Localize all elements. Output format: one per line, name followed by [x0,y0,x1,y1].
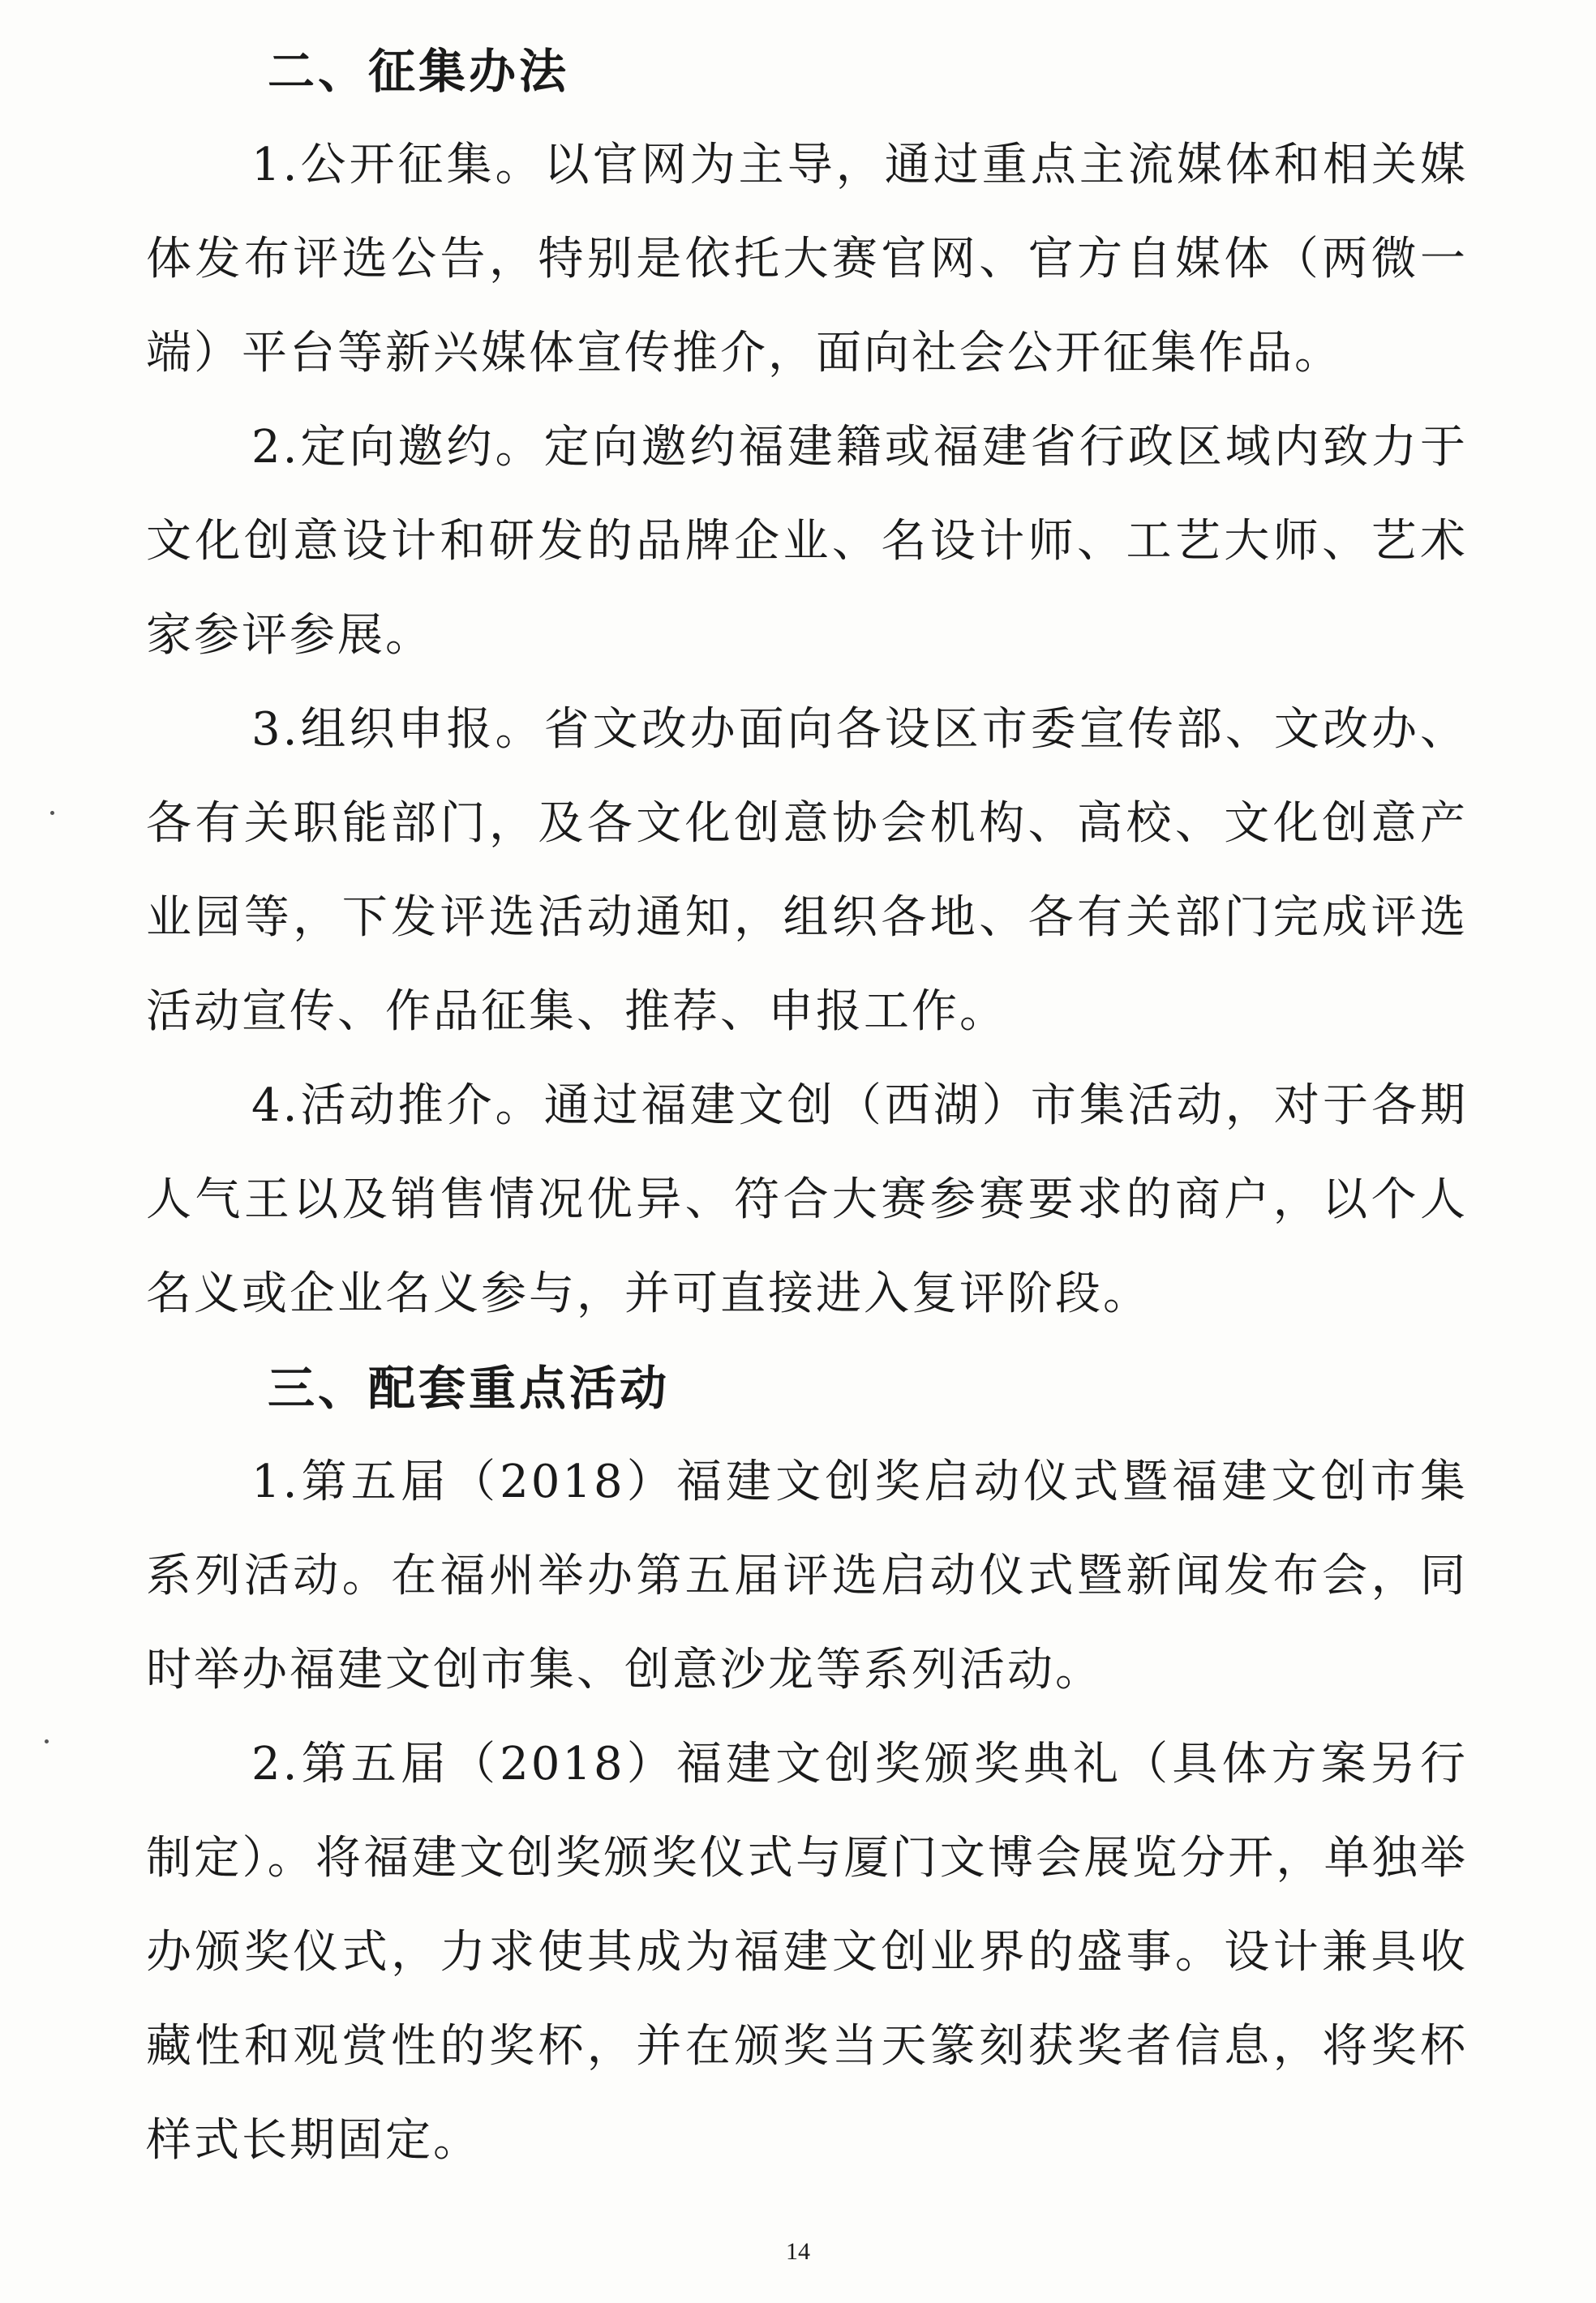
section-heading-supporting-activities: 三、配套重点活动 [268,1361,671,1416]
paragraph-activity-promotion: 4.活动推介。通过福建文创（西湖）市集活动，对于各期人气王以及销售情况优异、符合大赛参赛要求的商户，以个人名义或企业名义参与，并可直接进入复评阶段。 [146,1079,1468,1320]
paragraph-open-collection: 1.公开征集。以官网为主导，通过重点主流媒体和相关媒体发布评选公告，特别是依托大赛官网、官方自媒体（两微一端）平台等新兴媒体宣传推介，面向社会公开征集作品。 [146,139,1468,380]
page-number: 14 [786,2238,810,2265]
scan-speck [45,1739,49,1743]
section-heading-collection-methods: 二、征集办法 [268,44,570,99]
paragraph-organized-application: 3.组织申报。省文改办面向各设区市委宣传部、文改办、各有关职能部门，及各文化创意协会机构、高校、文化创意产业园等，下发评选活动通知，组织各地、各有关部门完成评选活动宣传、作品征集、推荐、申报工作。 [146,703,1468,1038]
scan-speck [50,811,54,815]
paragraph-award-ceremony: 2.第五届（2018）福建文创奖颁奖典礼（具体方案另行制定）。将福建文创奖颁奖仪式与厦门文博会展览分开，单独举办颁奖仪式，力求使其成为福建文创业界的盛事。设计兼具收藏性和观赏性的奖杯，并在颁奖当天篆刻获奖者信息，将奖杯样式长期固定。 [146,1738,1468,2167]
document-body [146,24,1468,2188]
paragraph-targeted-invitation: 2.定向邀约。定向邀约福建籍或福建省行政区域内致力于文化创意设计和研发的品牌企业、名设计师、工艺大师、艺术家参评参展。 [146,421,1468,662]
paragraph-launch-ceremony: 1.第五届（2018）福建文创奖启动仪式暨福建文创市集系列活动。在福州举办第五届评选启动仪式暨新闻发布会，同时举办福建文创市集、创意沙龙等系列活动。 [146,1456,1468,1696]
